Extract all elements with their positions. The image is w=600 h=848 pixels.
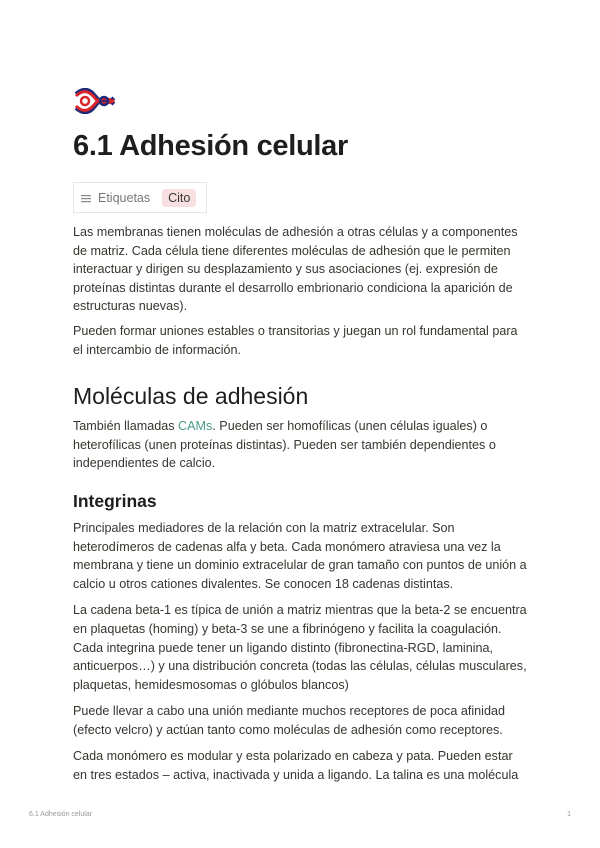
cams-link[interactable]: CAMs <box>178 419 213 434</box>
subsection-paragraph: Puede llevar a cabo una unión mediante muchos receptores de poca afinidad (efecto velcro) y actúan tanto como moléculas de adhesión como receptores. <box>73 704 505 737</box>
footer-title: 6.1 Adhesión celular <box>29 811 93 818</box>
document-page <box>73 88 529 785</box>
subsection-paragraph: Principales mediadores de la relación con la matriz extracelular. Son heterodímeros de cadenas alfa y beta. Cada monómero atraviesa una vez la membrana y tiene un dominio extracelular de gran tamaño con puntos de unión a calcio u otros cationes divalentes. Se conocen 18 cadenas distintas. <box>73 520 527 591</box>
section-paragraph <box>73 417 529 473</box>
dna-knot-icon <box>73 88 117 114</box>
intro-paragraph: Las membranas tienen moléculas de adhesión a otras células y a componentes de matriz. Cada célula tiene diferentes moléculas de adhesión que le permiten interactuar y dirigen su desplazamiento y sus asociaciones (ej. expresión de proteínas distintas durante el desarrollo embrionario condiciona la aparición de estructuras nuevas). <box>73 225 518 314</box>
properties-row[interactable] <box>73 182 207 213</box>
page-title: 6.1 Adhesión celular <box>73 130 348 162</box>
paragraph-text: . Pueden ser homofílicas (unen células iguales) o heterofílicas (unen proteínas distintas). Pueden ser también dependientes o independientes de calcio. <box>73 419 496 471</box>
tag-chip[interactable]: Cito <box>162 189 196 207</box>
page-number: 1 <box>567 811 571 818</box>
paragraph-text: También llamadas <box>73 419 178 434</box>
subsection-paragraph: Cada monómero es modular y esta polarizado en cabeza y pata. Pueden estar en tres estados – activa, inactivada y unida a ligando. La talina es una molécula <box>73 749 519 783</box>
section-heading: Moléculas de adhesión <box>73 383 309 410</box>
subsection-paragraph: La cadena beta-1 es típica de unión a matriz mientras que la beta-2 se encuentra en plaquetas (homing) y beta-3 se une a fibrinógeno y facilita la coagulación. Cada integrina puede tener un ligando distinto (fibronectina-RGD, laminina, anticuerpos…) y una distribución concreta (todas las células, células musculares, plaquetas, hemidesmosomas o glóbulos blancos) <box>73 603 527 692</box>
list-icon <box>80 192 92 204</box>
page-footer <box>29 811 571 818</box>
subsection-heading: Integrinas <box>73 490 157 511</box>
property-label: Etiquetas <box>98 190 151 205</box>
intro-paragraph: Pueden formar uniones estables o transitorias y juegan un rol fundamental para el intercambio de información. <box>73 323 518 357</box>
